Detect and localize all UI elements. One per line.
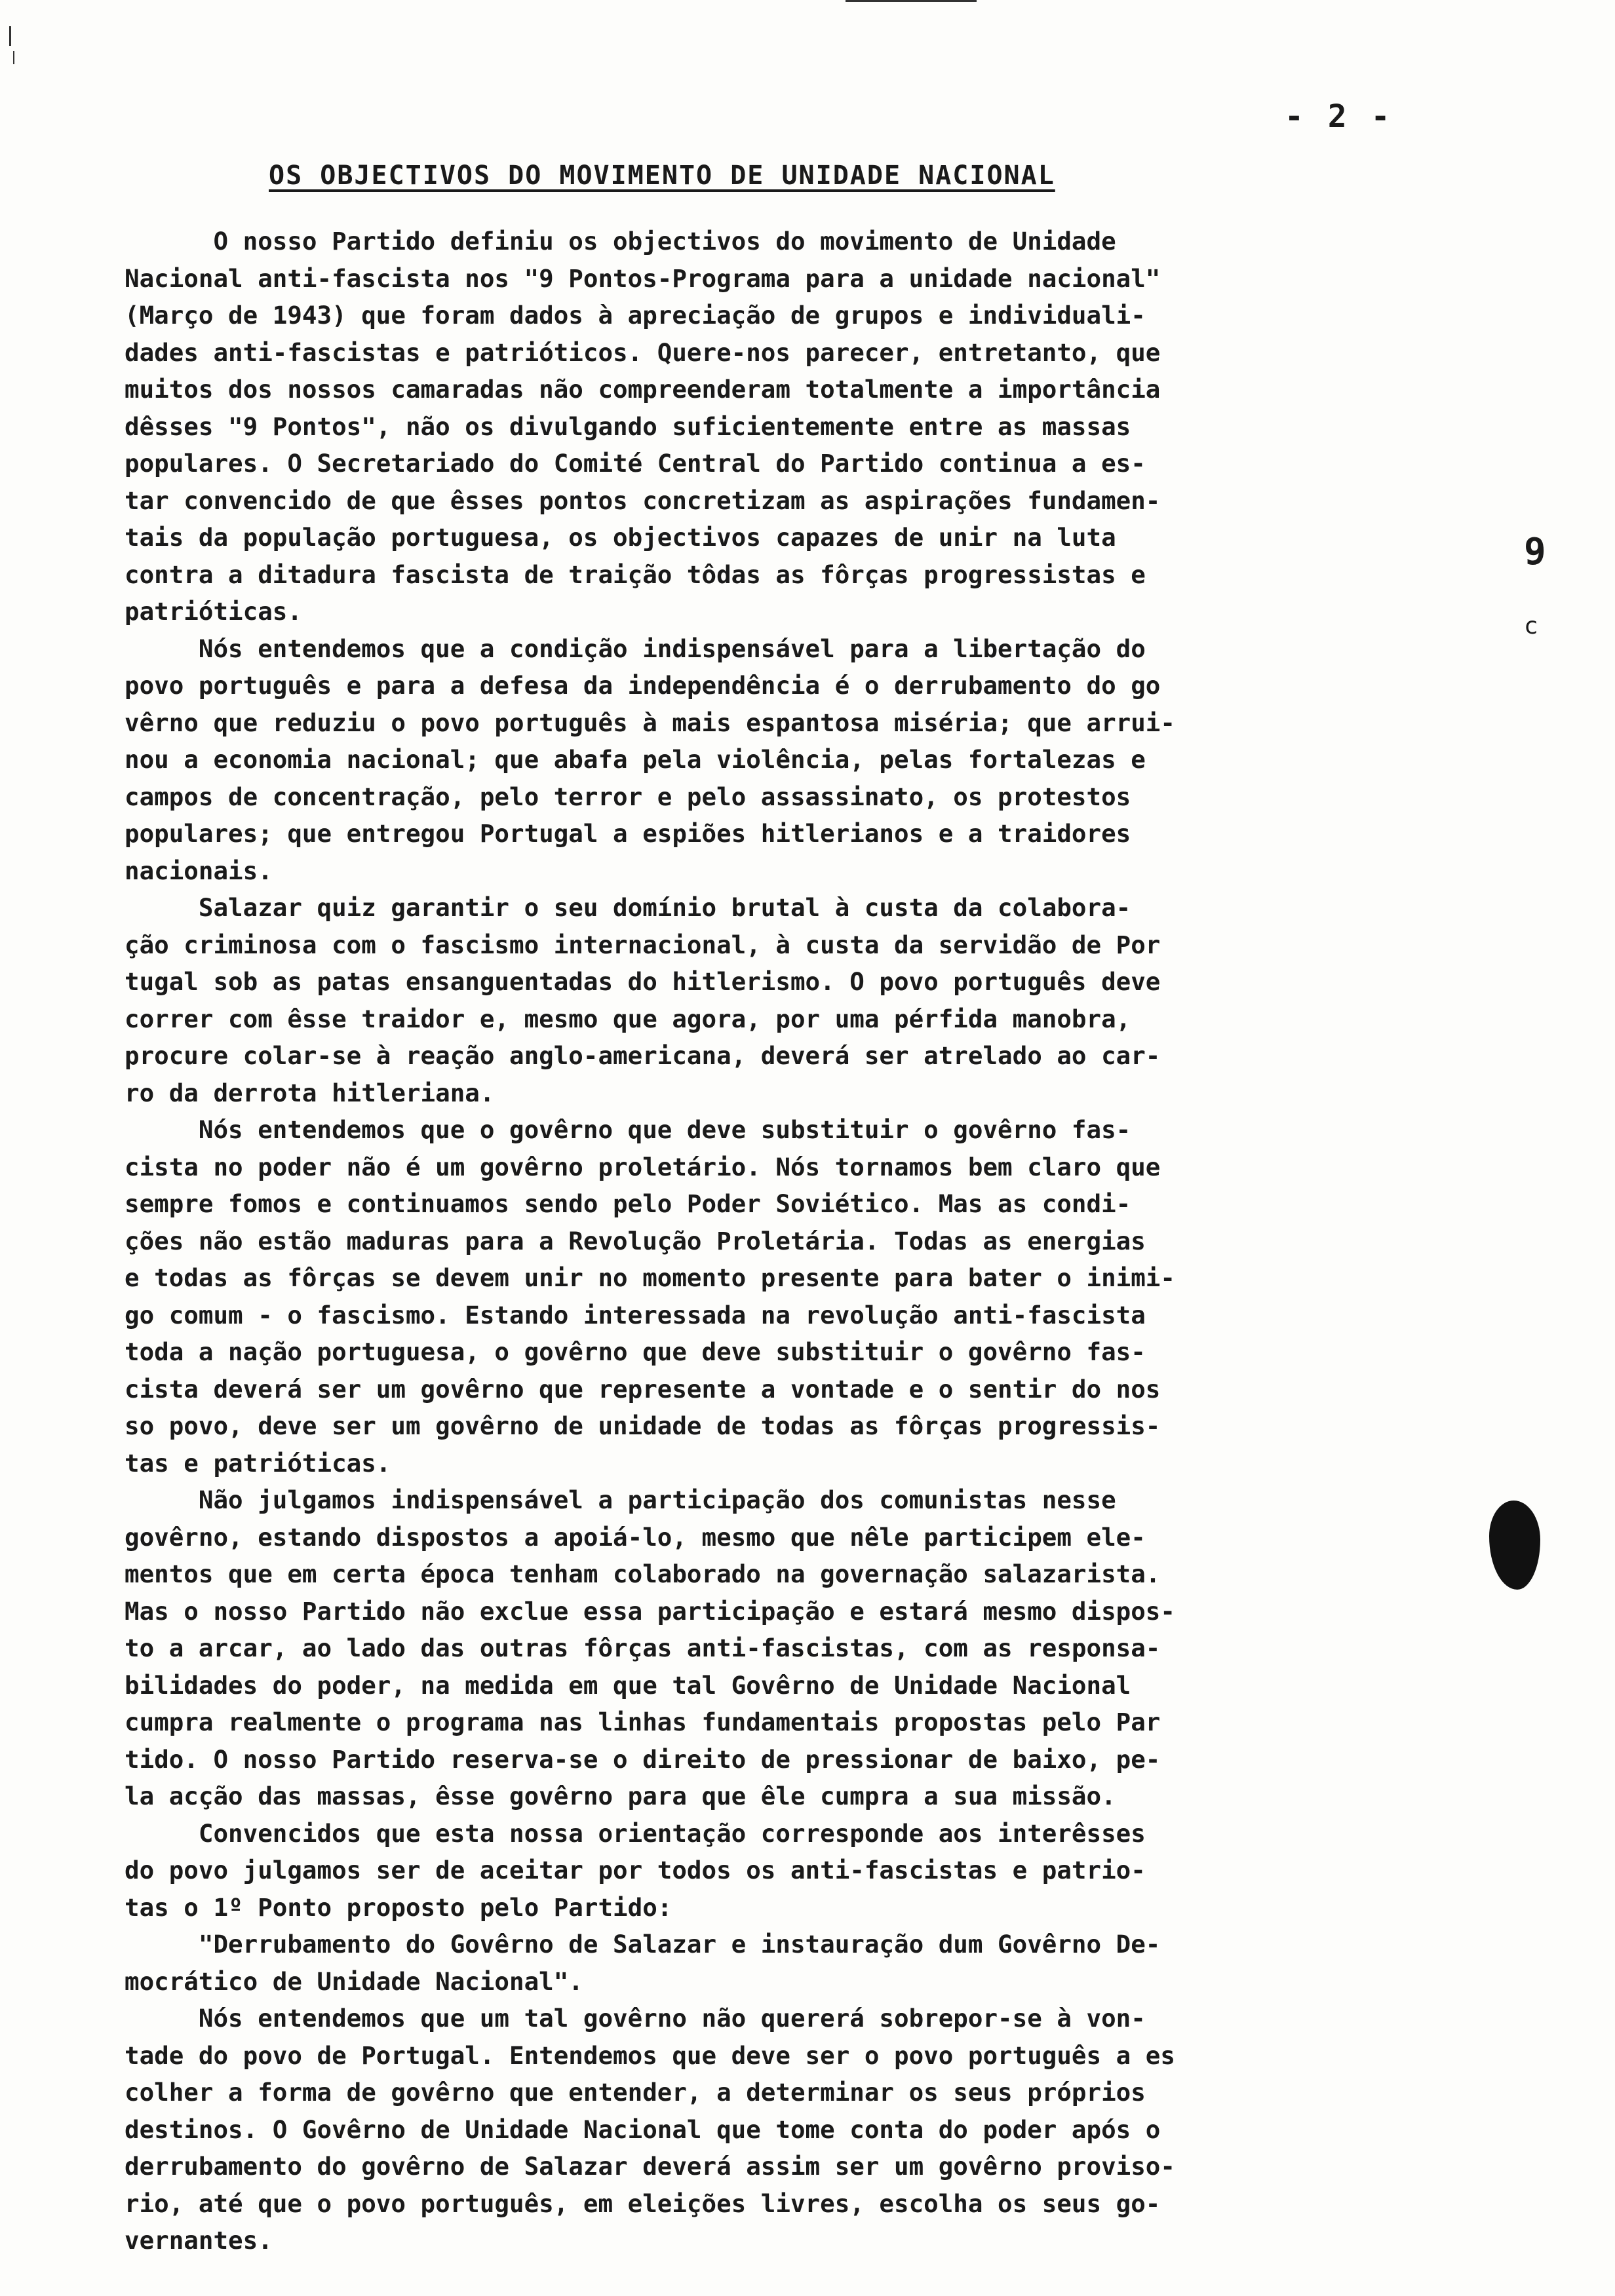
document-title: OS OBJECTIVOS DO MOVIMENTO DE UNIDADE NACIONAL xyxy=(269,161,1055,191)
left-edge-mark xyxy=(9,26,11,46)
body-line: mentos que em certa época tenham colaborado na governação salazarista. xyxy=(125,1559,1161,1588)
body-line: O nosso Partido definiu os objectivos do movimento de Unidade xyxy=(125,227,1116,256)
left-edge-mark-2 xyxy=(13,51,14,64)
ink-blot xyxy=(1489,1501,1540,1590)
body-line: e todas as fôrças se devem unir no momento presente para bater o inimi- xyxy=(125,1263,1175,1292)
body-line: patrióticas. xyxy=(125,597,302,626)
body-line: toda a nação portuguesa, o govêrno que deve substituir o govêrno fas- xyxy=(125,1337,1146,1366)
body-line: do povo julgamos ser de aceitar por todos os anti-fascistas e patrio- xyxy=(125,1856,1146,1885)
body-line: tais da população portuguesa, os objectivos capazes de unir na luta xyxy=(125,523,1116,552)
body-line: vêrno que reduziu o povo português à mais espantosa miséria; que arrui- xyxy=(125,708,1175,737)
margin-mark: 9 xyxy=(1524,531,1546,573)
body-line: cista deverá ser um govêrno que represente a vontade e o sentir do nos xyxy=(125,1374,1161,1404)
body-line: destinos. O Govêrno de Unidade Nacional que tome conta do poder após o xyxy=(125,2114,1161,2144)
body-line: to a arcar, ao lado das outras fôrças anti-fascistas, com as responsa- xyxy=(125,1634,1161,1662)
body-line: (Março de 1943) que foram dados à apreciação de grupos e individuali- xyxy=(125,301,1146,330)
body-line: cumpra realmente o programa nas linhas fundamentais propostas pelo Par xyxy=(125,1708,1161,1736)
body-line: ro da derrota hitleriana. xyxy=(125,1078,495,1107)
body-line: povo português e para a defesa da independência é o derrubamento do go xyxy=(125,671,1161,700)
body-line: procure colar-se à reação anglo-americana, deverá ser atrelado ao car- xyxy=(125,1041,1161,1070)
body-line: derrubamento do govêrno de Salazar deverá assim ser um govêrno proviso- xyxy=(125,2152,1175,2181)
body-line: tade do povo de Portugal. Entendemos que deve ser o povo português a es xyxy=(125,2040,1175,2070)
body-line: Convencidos que esta nossa orientação corresponde aos interêsses xyxy=(125,1818,1146,1848)
body-line: Mas o nosso Partido não exclue essa participação e estará mesmo dispos- xyxy=(125,1596,1175,1626)
body-line: tugal sob as patas ensanguentadas do hitlerismo. O povo português deve xyxy=(125,967,1161,996)
body-line: rio, até que o povo português, em eleições livres, escolha os seus go- xyxy=(125,2189,1161,2218)
body-line: tido. O nosso Partido reserva-se o direito de pressionar de baixo, pe- xyxy=(125,1744,1161,1774)
body-line: bilidades do poder, na medida em que tal Govêrno de Unidade Nacional xyxy=(125,1670,1131,1700)
body-line: muitos dos nossos camaradas não compreenderam totalmente a importância xyxy=(125,375,1161,404)
body-line: contra a ditadura fascista de traição tôdas as fôrças progressistas e xyxy=(125,560,1146,589)
body-line: Não julgamos indispensável a participação dos comunistas nesse xyxy=(125,1485,1116,1514)
body-line: sempre fomos e continuamos sendo pelo Poder Soviético. Mas as condi- xyxy=(125,1189,1131,1218)
page-number: - 2 - xyxy=(1285,98,1393,135)
body-line: mocrático de Unidade Nacional". xyxy=(125,1966,583,1996)
document-body xyxy=(125,223,1449,2259)
body-line: colher a forma de govêrno que entender, a determinar os seus próprios xyxy=(125,2078,1146,2107)
body-line: nou a economia nacional; que abafa pela violência, pelas fortalezas e xyxy=(125,745,1146,774)
body-line: tar convencido de que êsses pontos concretizam as aspirações fundamen- xyxy=(125,486,1161,515)
body-line: vernantes. xyxy=(125,2226,273,2255)
body-line: Nacional anti-fascista nos "9 Pontos-Programa para a unidade nacional" xyxy=(125,263,1161,293)
body-line: ção criminosa com o fascismo internacional, à custa da servidão de Por xyxy=(125,930,1161,959)
body-line: "Derrubamento do Govêrno de Salazar e instauração dum Govêrno De- xyxy=(125,1930,1161,1959)
body-line: cista no poder não é um govêrno proletário. Nós tornamos bem claro que xyxy=(125,1152,1161,1181)
body-line: tas o 1º Ponto proposto pelo Partido: xyxy=(125,1892,672,1922)
body-line: campos de concentração, pelo terror e pelo assassinato, os protestos xyxy=(125,782,1131,811)
body-line: Salazar quiz garantir o seu domínio brutal à custa da colabora- xyxy=(125,893,1131,922)
body-line: la acção das massas, êsse govêrno para que êle cumpra a sua missão. xyxy=(125,1782,1116,1810)
margin-mark-small: c xyxy=(1524,613,1538,640)
body-line: Nós entendemos que o govêrno que deve substituir o govêrno fas- xyxy=(125,1115,1131,1144)
body-line: populares. O Secretariado do Comité Central do Partido continua a es- xyxy=(125,449,1146,478)
body-line: correr com êsse traidor e, mesmo que agora, por uma pérfida manobra, xyxy=(125,1004,1131,1033)
top-edge-mark xyxy=(846,0,977,2)
body-line: dades anti-fascistas e patrióticos. Quere-nos parecer, entretanto, que xyxy=(125,337,1161,367)
body-line: go comum - o fascismo. Estando interessada na revolução anti-fascista xyxy=(125,1300,1146,1330)
body-line: tas e patrióticas. xyxy=(125,1448,391,1478)
body-line: nacionais. xyxy=(125,856,273,885)
body-line: Nós entendemos que a condição indispensável para a libertação do xyxy=(125,634,1146,663)
body-line: ções não estão maduras para a Revolução Proletária. Todas as energias xyxy=(125,1226,1146,1255)
body-line: Nós entendemos que um tal govêrno não quererá sobrepor-se à von- xyxy=(125,2004,1146,2033)
body-line: dêsses "9 Pontos", não os divulgando suficientemente entre as massas xyxy=(125,411,1131,441)
body-line: populares; que entregou Portugal a espiões hitlerianos e a traidores xyxy=(125,819,1131,848)
body-line: govêrno, estando dispostos a apoiá-lo, mesmo que nêle participem ele- xyxy=(125,1522,1146,1552)
body-line: so povo, deve ser um govêrno de unidade de todas as fôrças progressis- xyxy=(125,1411,1161,1440)
